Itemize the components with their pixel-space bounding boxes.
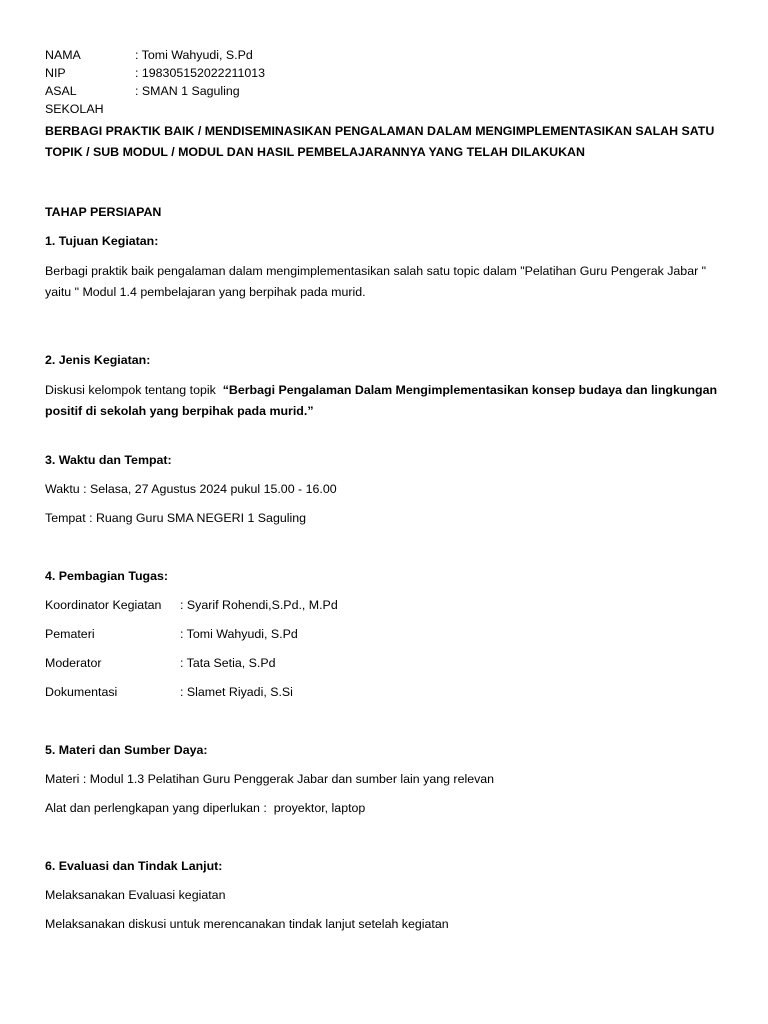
identity-row-sekolah <box>45 82 725 116</box>
tugas-value: : Syarif Rohendi,S.Pd., M.Pd <box>180 598 338 612</box>
identity-value: : 198305152022211013 <box>135 66 266 80</box>
identity-label: NAMA <box>45 48 81 62</box>
tugas-row <box>45 596 725 625</box>
materi-heading: 5. Materi dan Sumber Daya: <box>45 743 208 757</box>
tempat-text: Tempat : Ruang Guru SMA NEGERI 1 Saguling <box>45 511 307 525</box>
jenis-text <box>45 380 725 422</box>
section-heading: TAHAP PERSIAPAN <box>45 205 162 219</box>
materi-text: Materi : Modul 1.3 Pelatihan Guru Penggerak Jabar dan sumber lain yang relevan <box>45 772 495 786</box>
tugas-row <box>45 683 725 712</box>
tujuan-heading: 1. Tujuan Kegiatan: <box>45 234 159 248</box>
waktu-text: Waktu : Selasa, 27 Agustus 2024 pukul 15.00 - 16.00 <box>45 482 337 496</box>
tugas-value: : Slamet Riyadi, S.Si <box>180 685 293 699</box>
identity-row-nama <box>45 46 725 64</box>
document-title: BERBAGI PRAKTIK BAIK / MENDISEMINASIKAN PENGALAMAN DALAM MENGIMPLEMENTASIKAN SALAH SATU TOPIK / SUB MODUL / MODUL DAN HASIL PEMBELAJARANNYA YANG TELAH DILAKUKAN <box>45 124 715 159</box>
tugas-label: Pemateri <box>45 627 95 641</box>
alat-text: Alat dan perlengkapan yang diperlukan : proyektor, laptop <box>45 801 366 815</box>
waktu-heading: 3. Waktu dan Tempat: <box>45 453 172 467</box>
tugas-label: Koordinator Kegiatan <box>45 598 162 612</box>
evaluasi-line-2: Melaksanakan diskusi untuk merencanakan tindak lanjut setelah kegiatan <box>45 917 449 931</box>
identity-value: : SMAN 1 Saguling <box>135 84 240 98</box>
identity-label: ASAL SEKOLAH <box>45 84 104 116</box>
identity-row-nip <box>45 64 725 82</box>
jenis-heading: 2. Jenis Kegiatan: <box>45 353 151 367</box>
document-page <box>45 46 725 944</box>
evaluasi-line-1: Melaksanakan Evaluasi kegiatan <box>45 888 226 902</box>
jenis-prefix: Diskusi kelompok tentang topik <box>45 383 223 397</box>
jenis-topic: “Berbagi Pengalaman Dalam Mengimplementasikan konsep budaya dan lingkungan positif di sekolah yang berpihak pada murid.” <box>45 383 718 418</box>
tugas-heading: 4. Pembagian Tugas: <box>45 569 169 583</box>
tugas-row <box>45 654 725 683</box>
tugas-row <box>45 625 725 654</box>
identity-value: : Tomi Wahyudi, S.Pd <box>135 48 253 62</box>
tugas-label: Moderator <box>45 656 102 670</box>
tugas-value: : Tomi Wahyudi, S.Pd <box>180 627 298 641</box>
identity-label: NIP <box>45 66 66 80</box>
identity-block <box>45 46 725 116</box>
tugas-label: Dokumentasi <box>45 685 118 699</box>
evaluasi-heading: 6. Evaluasi dan Tindak Lanjut: <box>45 859 223 873</box>
tujuan-text: Berbagi praktik baik pengalaman dalam mengimplementasikan salah satu topic dalam "Pelatihan Guru Pengerak Jabar " yaitu " Modul 1.4 pembelajaran yang berpihak pada murid. <box>45 264 707 299</box>
tugas-value: : Tata Setia, S.Pd <box>180 656 276 670</box>
